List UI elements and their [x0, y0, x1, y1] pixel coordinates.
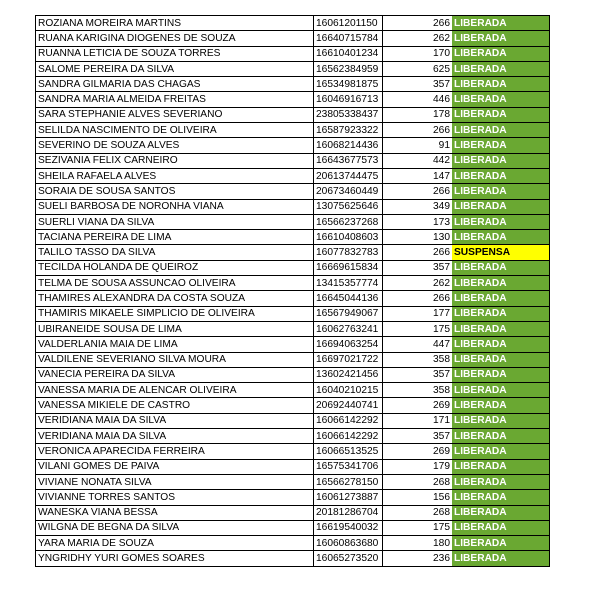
status-cell: LIBERADA [452, 551, 550, 566]
table-row [36, 168, 550, 183]
value-cell: 91 [383, 138, 453, 153]
name-cell: VIVIANE NONATA SILVA [36, 474, 314, 489]
name-cell: RUANNA LETICIA DE SOUZA TORRES [36, 46, 314, 61]
status-cell: LIBERADA [452, 536, 550, 551]
value-cell: 268 [383, 474, 453, 489]
code-cell: 16566237268 [314, 214, 383, 229]
table-row [36, 367, 550, 382]
table-row [36, 490, 550, 505]
table-row [36, 505, 550, 520]
name-cell: SORAIA DE SOUSA SANTOS [36, 184, 314, 199]
status-cell: LIBERADA [452, 505, 550, 520]
code-cell: 16694063254 [314, 337, 383, 352]
value-cell: 266 [383, 291, 453, 306]
value-cell: 269 [383, 444, 453, 459]
table-row [36, 184, 550, 199]
status-cell: LIBERADA [452, 459, 550, 474]
table-row [36, 398, 550, 413]
code-cell: 16534981875 [314, 77, 383, 92]
status-cell: LIBERADA [452, 16, 550, 31]
status-cell: LIBERADA [452, 46, 550, 61]
value-cell: 357 [383, 367, 453, 382]
table-row [36, 260, 550, 275]
table-row [36, 413, 550, 428]
status-cell: LIBERADA [452, 490, 550, 505]
code-cell: 16065273520 [314, 551, 383, 566]
table-row [36, 214, 550, 229]
table-row [36, 337, 550, 352]
code-cell: 16645044136 [314, 291, 383, 306]
table-row [36, 107, 550, 122]
table-row [36, 153, 550, 168]
name-cell: SEZIVANIA FELIX CARNEIRO [36, 153, 314, 168]
name-cell: VILANI GOMES DE PAIVA [36, 459, 314, 474]
status-cell: LIBERADA [452, 214, 550, 229]
value-cell: 179 [383, 459, 453, 474]
status-cell: LIBERADA [452, 429, 550, 444]
name-cell: TECILDA HOLANDA DE QUEIROZ [36, 260, 314, 275]
name-cell: SHEILA RAFAELA ALVES [36, 168, 314, 183]
value-cell: 442 [383, 153, 453, 168]
status-cell: LIBERADA [452, 413, 550, 428]
table-row [36, 123, 550, 138]
name-cell: VANECIA PEREIRA DA SILVA [36, 367, 314, 382]
status-cell: LIBERADA [452, 107, 550, 122]
code-cell: 16061273887 [314, 490, 383, 505]
name-cell: YARA MARIA DE SOUZA [36, 536, 314, 551]
code-cell: 16060863680 [314, 536, 383, 551]
code-cell: 16610408603 [314, 230, 383, 245]
status-cell: LIBERADA [452, 520, 550, 535]
name-cell: THAMIRIS MIKAELE SIMPLICIO DE OLIVEIRA [36, 306, 314, 321]
value-cell: 625 [383, 61, 453, 76]
code-cell: 16575341706 [314, 459, 383, 474]
status-cell: LIBERADA [452, 230, 550, 245]
status-cell: LIBERADA [452, 383, 550, 398]
value-cell: 447 [383, 337, 453, 352]
value-cell: 156 [383, 490, 453, 505]
table-row [36, 551, 550, 566]
value-cell: 268 [383, 505, 453, 520]
value-cell: 180 [383, 536, 453, 551]
code-cell: 16066142292 [314, 413, 383, 428]
code-cell: 16046916713 [314, 92, 383, 107]
value-cell: 357 [383, 260, 453, 275]
value-cell: 349 [383, 199, 453, 214]
status-cell: LIBERADA [452, 260, 550, 275]
status-cell: LIBERADA [452, 337, 550, 352]
name-cell: VIVIANNE TORRES SANTOS [36, 490, 314, 505]
code-cell: 16040210215 [314, 383, 383, 398]
value-cell: 177 [383, 306, 453, 321]
code-cell: 16566278150 [314, 474, 383, 489]
table-row [36, 276, 550, 291]
table-row [36, 429, 550, 444]
value-cell: 173 [383, 214, 453, 229]
value-cell: 266 [383, 184, 453, 199]
status-cell: LIBERADA [452, 123, 550, 138]
code-cell: 20692440741 [314, 398, 383, 413]
name-cell: VALDERLANIA MAIA DE LIMA [36, 337, 314, 352]
status-cell: LIBERADA [452, 31, 550, 46]
code-cell: 16567949067 [314, 306, 383, 321]
table-row [36, 306, 550, 321]
name-cell: VERIDIANA MAIA DA SILVA [36, 429, 314, 444]
table-row [36, 230, 550, 245]
name-cell: TACIANA PEREIRA DE LIMA [36, 230, 314, 245]
value-cell: 175 [383, 321, 453, 336]
table-row [36, 321, 550, 336]
status-cell: LIBERADA [452, 367, 550, 382]
table-row [36, 46, 550, 61]
name-cell: TELMA DE SOUSA ASSUNCAO OLIVEIRA [36, 276, 314, 291]
code-cell: 16062763241 [314, 321, 383, 336]
name-cell: TALILO TASSO DA SILVA [36, 245, 314, 260]
code-cell: 23805338437 [314, 107, 383, 122]
name-cell: SANDRA GILMARIA DAS CHAGAS [36, 77, 314, 92]
records-table-body [36, 16, 550, 567]
name-cell: SANDRA MARIA ALMEIDA FREITAS [36, 92, 314, 107]
table-row [36, 245, 550, 260]
name-cell: VERONICA APARECIDA FERREIRA [36, 444, 314, 459]
table-row [36, 459, 550, 474]
name-cell: ROZIANA MOREIRA MARTINS [36, 16, 314, 31]
code-cell: 16061201150 [314, 16, 383, 31]
status-cell: LIBERADA [452, 474, 550, 489]
value-cell: 358 [383, 352, 453, 367]
value-cell: 170 [383, 46, 453, 61]
table-row [36, 16, 550, 31]
table-row [36, 138, 550, 153]
name-cell: WANESKA VIANA BESSA [36, 505, 314, 520]
status-cell: LIBERADA [452, 321, 550, 336]
records-table [35, 15, 550, 567]
table-row [36, 61, 550, 76]
code-cell: 20613744475 [314, 168, 383, 183]
status-cell: LIBERADA [452, 61, 550, 76]
status-cell: LIBERADA [452, 306, 550, 321]
value-cell: 147 [383, 168, 453, 183]
table-row [36, 520, 550, 535]
value-cell: 266 [383, 245, 453, 260]
value-cell: 262 [383, 31, 453, 46]
name-cell: VANESSA MARIA DE ALENCAR OLIVEIRA [36, 383, 314, 398]
value-cell: 269 [383, 398, 453, 413]
code-cell: 16610401234 [314, 46, 383, 61]
code-cell: 16077832783 [314, 245, 383, 260]
value-cell: 266 [383, 16, 453, 31]
value-cell: 178 [383, 107, 453, 122]
table-row [36, 352, 550, 367]
code-cell: 20673460449 [314, 184, 383, 199]
name-cell: SUELI BARBOSA DE NORONHA VIANA [36, 199, 314, 214]
code-cell: 16619540032 [314, 520, 383, 535]
code-cell: 16066142292 [314, 429, 383, 444]
name-cell: RUANA KARIGINA DIOGENES DE SOUZA [36, 31, 314, 46]
code-cell: 16562384959 [314, 61, 383, 76]
status-cell: LIBERADA [452, 352, 550, 367]
name-cell: THAMIRES ALEXANDRA DA COSTA SOUZA [36, 291, 314, 306]
code-cell: 13602421456 [314, 367, 383, 382]
name-cell: SUERLI VIANA DA SILVA [36, 214, 314, 229]
value-cell: 236 [383, 551, 453, 566]
code-cell: 13415357774 [314, 276, 383, 291]
name-cell: WILGNA DE BEGNA DA SILVA [36, 520, 314, 535]
status-cell: LIBERADA [452, 398, 550, 413]
name-cell: SALOME PEREIRA DA SILVA [36, 61, 314, 76]
value-cell: 262 [383, 276, 453, 291]
value-cell: 358 [383, 383, 453, 398]
value-cell: 446 [383, 92, 453, 107]
status-cell: SUSPENSA [452, 245, 550, 260]
value-cell: 171 [383, 413, 453, 428]
table-row [36, 77, 550, 92]
name-cell: SEVERINO DE SOUZA ALVES [36, 138, 314, 153]
table-row [36, 92, 550, 107]
value-cell: 266 [383, 123, 453, 138]
status-cell: LIBERADA [452, 77, 550, 92]
table-row [36, 383, 550, 398]
table-row [36, 474, 550, 489]
code-cell: 16068214436 [314, 138, 383, 153]
table-row [36, 444, 550, 459]
status-cell: LIBERADA [452, 199, 550, 214]
status-cell: LIBERADA [452, 291, 550, 306]
code-cell: 16669615834 [314, 260, 383, 275]
name-cell: SARA STEPHANIE ALVES SEVERIANO [36, 107, 314, 122]
name-cell: VALDILENE SEVERIANO SILVA MOURA [36, 352, 314, 367]
table-row [36, 536, 550, 551]
table-row [36, 31, 550, 46]
status-cell: LIBERADA [452, 138, 550, 153]
code-cell: 16066513525 [314, 444, 383, 459]
code-cell: 16587923322 [314, 123, 383, 138]
status-cell: LIBERADA [452, 184, 550, 199]
code-cell: 20181286704 [314, 505, 383, 520]
name-cell: YNGRIDHY YURI GOMES SOARES [36, 551, 314, 566]
status-cell: LIBERADA [452, 444, 550, 459]
value-cell: 357 [383, 429, 453, 444]
status-cell: LIBERADA [452, 92, 550, 107]
code-cell: 16697021722 [314, 352, 383, 367]
name-cell: SELILDA NASCIMENTO DE OLIVEIRA [36, 123, 314, 138]
code-cell: 16643677573 [314, 153, 383, 168]
name-cell: VERIDIANA MAIA DA SILVA [36, 413, 314, 428]
code-cell: 13075625646 [314, 199, 383, 214]
table-row [36, 199, 550, 214]
table-row [36, 291, 550, 306]
code-cell: 16640715784 [314, 31, 383, 46]
name-cell: UBIRANEIDE SOUSA DE LIMA [36, 321, 314, 336]
value-cell: 175 [383, 520, 453, 535]
name-cell: VANESSA MIKIELE DE CASTRO [36, 398, 314, 413]
status-cell: LIBERADA [452, 276, 550, 291]
value-cell: 357 [383, 77, 453, 92]
status-cell: LIBERADA [452, 168, 550, 183]
value-cell: 130 [383, 230, 453, 245]
status-cell: LIBERADA [452, 153, 550, 168]
